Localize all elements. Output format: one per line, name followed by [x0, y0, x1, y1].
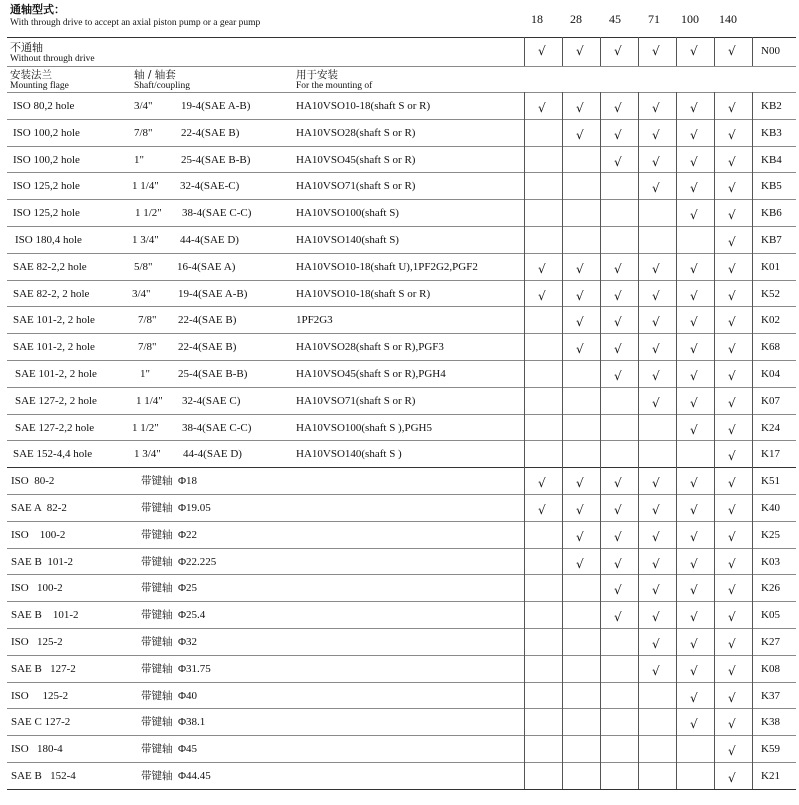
check-mark: √ — [614, 369, 622, 383]
row-flange: SAE 101-2, 2 hole — [15, 368, 97, 380]
row-shaft: 1 3/4" — [134, 448, 161, 460]
check-mark: √ — [614, 44, 622, 58]
row-divider — [7, 574, 796, 575]
column-divider — [638, 37, 639, 66]
check-mark: √ — [728, 476, 736, 490]
check-mark: √ — [728, 637, 736, 651]
row-coupling: 25-4(SAE B-B) — [178, 368, 248, 380]
check-mark: √ — [538, 262, 546, 276]
check-mark: √ — [728, 289, 736, 303]
row-coupling: 38-4(SAE C-C) — [182, 207, 252, 219]
mount-header-cn: 用于安装 — [296, 69, 338, 81]
check-mark: √ — [690, 423, 698, 437]
row-flange: ISO 100-2 — [11, 582, 63, 594]
title-cn: 通轴型式： — [10, 3, 65, 16]
check-mark: √ — [728, 664, 736, 678]
check-mark: √ — [538, 476, 546, 490]
row-flange: ISO 125,2 hole — [13, 207, 80, 219]
column-divider — [752, 92, 753, 789]
title-en: With through drive to accept an axial piston pump or a gear pump — [10, 18, 261, 28]
row-flange: ISO 80-2 — [11, 475, 55, 487]
check-mark: √ — [614, 128, 622, 142]
row-diameter: Φ25 — [178, 582, 198, 594]
header-divider — [7, 37, 796, 38]
row-code: K04 — [761, 368, 780, 380]
column-divider — [638, 92, 639, 789]
row-divider — [7, 360, 796, 361]
size-18: 18 — [531, 12, 543, 26]
check-mark: √ — [614, 557, 622, 571]
row-code: K68 — [761, 341, 780, 353]
row-mounting: HA10VSO45(shaft S or R),PGH4 — [296, 368, 446, 380]
row-code: K40 — [761, 502, 780, 514]
row-coupling: 32-4(SAE C) — [182, 395, 241, 407]
row-divider — [7, 387, 796, 388]
row-coupling: 44-4(SAE D) — [180, 234, 239, 246]
check-mark: √ — [728, 235, 736, 249]
check-mark: √ — [576, 476, 584, 490]
row-flange: SAE 101-2, 2 hole — [13, 341, 95, 353]
row-keyed-shaft: 带键轴 — [141, 475, 173, 487]
row-shaft: 1 1/2" — [132, 422, 159, 434]
row-code: KB7 — [761, 234, 782, 246]
check-mark: √ — [728, 449, 736, 463]
check-mark: √ — [728, 44, 736, 58]
row-code: K52 — [761, 288, 780, 300]
flange-header-en: Mounting flage — [10, 81, 69, 91]
check-mark: √ — [728, 557, 736, 571]
row-mounting: 1PF2G3 — [296, 314, 333, 326]
check-mark: √ — [652, 181, 660, 195]
check-mark: √ — [728, 771, 736, 785]
shaft-header-en: Shaft/coupling — [134, 81, 190, 91]
row-flange: ISO 100,2 hole — [13, 127, 80, 139]
row-divider — [7, 440, 796, 441]
check-mark: √ — [690, 289, 698, 303]
check-mark: √ — [690, 128, 698, 142]
row-keyed-shaft: 带键轴 — [141, 529, 173, 541]
row-coupling: 22-4(SAE B) — [178, 341, 237, 353]
row-code: K05 — [761, 609, 780, 621]
check-mark: √ — [576, 128, 584, 142]
check-mark: √ — [614, 262, 622, 276]
row-divider — [7, 467, 796, 468]
row-flange: ISO 100-2 — [11, 529, 66, 541]
row-flange: SAE B 101-2 — [11, 609, 79, 621]
row-diameter: Φ18 — [178, 475, 198, 487]
check-mark: √ — [690, 557, 698, 571]
check-mark: √ — [728, 503, 736, 517]
row-shaft: 1 1/2" — [135, 207, 162, 219]
check-mark: √ — [652, 503, 660, 517]
check-mark: √ — [690, 155, 698, 169]
row-flange: ISO 125,2 hole — [13, 180, 80, 192]
row-divider — [7, 172, 796, 173]
row-coupling: 25-4(SAE B-B) — [181, 154, 251, 166]
row-flange: SAE A 82-2 — [11, 502, 67, 514]
size-140: 140 — [719, 12, 737, 26]
row-flange: ISO 100,2 hole — [13, 154, 80, 166]
row-shaft: 3/4" — [132, 288, 151, 300]
row-mounting: HA10VSO28(shaft S or R) — [296, 127, 416, 139]
row-shaft: 3/4" — [134, 100, 153, 112]
row-diameter: Φ22.225 — [178, 556, 217, 568]
row-diameter: Φ31.75 — [178, 663, 211, 675]
row-coupling: 19-4(SAE A-B) — [178, 288, 248, 300]
check-mark: √ — [652, 369, 660, 383]
row-code: KB4 — [761, 154, 782, 166]
row-coupling: 32-4(SAE-C) — [180, 180, 240, 192]
check-mark: √ — [690, 637, 698, 651]
check-mark: √ — [690, 476, 698, 490]
check-mark: √ — [728, 396, 736, 410]
check-mark: √ — [728, 369, 736, 383]
row-code: K03 — [761, 556, 780, 568]
row-mounting: HA10VSO100(shaft S ),PGH5 — [296, 422, 432, 434]
check-mark: √ — [690, 315, 698, 329]
n00-label-en: Without through drive — [10, 54, 95, 64]
check-mark: √ — [652, 664, 660, 678]
n00-label-cn: 不通轴 — [10, 41, 43, 54]
row-code: K08 — [761, 663, 780, 675]
check-mark: √ — [690, 208, 698, 222]
check-mark: √ — [614, 610, 622, 624]
row-divider — [7, 762, 796, 763]
row-divider — [7, 280, 796, 281]
row-code: K37 — [761, 690, 780, 702]
column-divider — [600, 92, 601, 789]
check-mark: √ — [576, 530, 584, 544]
check-mark: √ — [614, 315, 622, 329]
size-28: 28 — [570, 12, 582, 26]
check-mark: √ — [576, 44, 584, 58]
check-mark: √ — [652, 610, 660, 624]
row-code: K27 — [761, 636, 780, 648]
row-code: K01 — [761, 261, 780, 273]
check-mark: √ — [652, 557, 660, 571]
check-mark: √ — [652, 637, 660, 651]
column-divider — [524, 92, 525, 789]
check-mark: √ — [690, 396, 698, 410]
check-mark: √ — [614, 155, 622, 169]
row-code: K51 — [761, 475, 780, 487]
check-mark: √ — [728, 583, 736, 597]
check-mark: √ — [538, 44, 546, 58]
row-flange: ISO 180-4 — [11, 743, 63, 755]
row-keyed-shaft: 带键轴 — [141, 582, 173, 594]
column-divider — [752, 37, 753, 66]
check-mark: √ — [652, 44, 660, 58]
row-coupling: 22-4(SAE B) — [181, 127, 240, 139]
check-mark: √ — [690, 101, 698, 115]
check-mark: √ — [652, 262, 660, 276]
check-mark: √ — [652, 289, 660, 303]
row-flange: ISO 125-2 — [11, 690, 69, 702]
row-flange: SAE B 152-4 — [11, 770, 76, 782]
row-code: KB3 — [761, 127, 782, 139]
row-shaft: 1 1/4" — [136, 395, 163, 407]
row-flange: SAE B 101-2 — [11, 556, 74, 568]
check-mark: √ — [728, 101, 736, 115]
row-diameter: Φ38.1 — [178, 716, 206, 728]
row-keyed-shaft: 带键轴 — [141, 556, 173, 568]
row-mounting: HA10VSO140(shaft S ) — [296, 448, 402, 460]
check-mark: √ — [728, 315, 736, 329]
check-mark: √ — [652, 342, 660, 356]
row-code: K59 — [761, 743, 780, 755]
row-shaft: 1" — [140, 368, 150, 380]
check-mark: √ — [538, 101, 546, 115]
check-mark: √ — [728, 181, 736, 195]
check-mark: √ — [576, 503, 584, 517]
row-divider — [7, 494, 796, 495]
check-mark: √ — [614, 530, 622, 544]
check-mark: √ — [690, 262, 698, 276]
mount-header-en: For the mounting of — [296, 81, 373, 91]
row-code: KB5 — [761, 180, 782, 192]
row-diameter: Φ44.45 — [178, 770, 211, 782]
check-mark: √ — [728, 717, 736, 731]
shaft-header-cn: 轴 / 轴套 — [134, 69, 176, 81]
column-divider — [600, 37, 601, 66]
row-code: K24 — [761, 422, 780, 434]
row-coupling: 16-4(SAE A) — [177, 261, 236, 273]
row-flange: ISO 125-2 — [11, 636, 63, 648]
check-mark: √ — [576, 315, 584, 329]
check-mark: √ — [652, 155, 660, 169]
row-coupling: 38-4(SAE C-C) — [182, 422, 252, 434]
check-mark: √ — [728, 691, 736, 705]
check-mark: √ — [690, 583, 698, 597]
check-mark: √ — [728, 744, 736, 758]
row-flange: SAE 127-2, 2 hole — [15, 395, 97, 407]
n00-code: N00 — [761, 45, 780, 57]
check-mark: √ — [652, 128, 660, 142]
column-divider — [562, 37, 563, 66]
row-mounting: HA10VSO71(shaft S or R) — [296, 180, 416, 192]
row-shaft: 7/8" — [138, 314, 157, 326]
row-mounting: HA10VSO10-18(shaft U),1PF2G2,PGF2 — [296, 261, 478, 273]
row-diameter: Φ40 — [178, 690, 198, 702]
check-mark: √ — [690, 530, 698, 544]
row-divider — [7, 548, 796, 549]
row-mounting: HA10VSO10-18(shaft S or R) — [296, 288, 431, 300]
row-coupling: 22-4(SAE B) — [178, 314, 237, 326]
check-mark: √ — [614, 476, 622, 490]
row-flange: SAE 82-2, 2 hole — [13, 288, 90, 300]
row-keyed-shaft: 带键轴 — [141, 502, 173, 514]
check-mark: √ — [728, 128, 736, 142]
row-flange: SAE B 127-2 — [11, 663, 76, 675]
row-divider — [7, 414, 796, 415]
size-71: 71 — [648, 12, 660, 26]
check-mark: √ — [690, 610, 698, 624]
size-100: 100 — [681, 12, 699, 26]
row-shaft: 1" — [134, 154, 144, 166]
check-mark: √ — [728, 262, 736, 276]
n00-divider — [7, 66, 796, 67]
row-shaft: 7/8" — [134, 127, 153, 139]
row-divider — [7, 253, 796, 254]
check-mark: √ — [728, 423, 736, 437]
row-divider — [7, 146, 796, 147]
row-mounting: HA10VSO71(shaft S or R) — [296, 395, 416, 407]
row-flange: SAE 152-4,4 hole — [13, 448, 93, 460]
row-flange: ISO 180,4 hole — [15, 234, 82, 246]
check-mark: √ — [728, 155, 736, 169]
row-code: K02 — [761, 314, 780, 326]
row-diameter: Φ25.4 — [178, 609, 206, 621]
row-code: K38 — [761, 716, 780, 728]
row-keyed-shaft: 带键轴 — [141, 663, 173, 675]
check-mark: √ — [690, 342, 698, 356]
row-divider — [7, 682, 796, 683]
check-mark: √ — [690, 44, 698, 58]
row-coupling: 44-4(SAE D) — [183, 448, 242, 460]
row-shaft: 1 1/4" — [132, 180, 159, 192]
check-mark: √ — [538, 503, 546, 517]
row-mounting: HA10VSO28(shaft S or R),PGF3 — [296, 341, 444, 353]
check-mark: √ — [538, 289, 546, 303]
row-divider — [7, 199, 796, 200]
check-mark: √ — [690, 717, 698, 731]
check-mark: √ — [728, 342, 736, 356]
check-mark: √ — [652, 101, 660, 115]
check-mark: √ — [690, 691, 698, 705]
column-divider — [714, 37, 715, 66]
check-mark: √ — [614, 583, 622, 597]
check-mark: √ — [614, 342, 622, 356]
row-code: KB6 — [761, 207, 782, 219]
row-flange: ISO 80,2 hole — [13, 100, 75, 112]
row-code: KB2 — [761, 100, 782, 112]
row-mounting: HA10VSO45(shaft S or R) — [296, 154, 416, 166]
check-mark: √ — [690, 503, 698, 517]
row-mounting: HA10VSO140(shaft S) — [296, 234, 399, 246]
row-divider — [7, 119, 796, 120]
row-code: K25 — [761, 529, 780, 541]
check-mark: √ — [614, 289, 622, 303]
check-mark: √ — [614, 503, 622, 517]
row-divider — [7, 655, 796, 656]
row-keyed-shaft: 带键轴 — [141, 743, 173, 755]
column-divider — [676, 92, 677, 789]
check-mark: √ — [652, 583, 660, 597]
row-diameter: Φ19.05 — [178, 502, 211, 514]
check-mark: √ — [576, 101, 584, 115]
row-diameter: Φ22 — [178, 529, 198, 541]
column-divider — [562, 92, 563, 789]
row-divider — [7, 735, 796, 736]
row-flange: SAE C 127-2 — [11, 716, 71, 728]
row-mounting: HA10VSO10-18(shaft S or R) — [296, 100, 431, 112]
row-diameter: Φ45 — [178, 743, 198, 755]
check-mark: √ — [576, 262, 584, 276]
row-coupling: 19-4(SAE A-B) — [181, 100, 251, 112]
row-code: K26 — [761, 582, 780, 594]
row-diameter: Φ32 — [178, 636, 198, 648]
row-keyed-shaft: 带键轴 — [141, 609, 173, 621]
row-divider — [7, 226, 796, 227]
row-shaft: 1 3/4" — [132, 234, 159, 246]
column-divider — [524, 37, 525, 66]
row-divider — [7, 521, 796, 522]
check-mark: √ — [652, 530, 660, 544]
row-divider — [7, 789, 796, 790]
check-mark: √ — [690, 664, 698, 678]
row-flange: SAE 101-2, 2 hole — [13, 314, 95, 326]
check-mark: √ — [728, 610, 736, 624]
row-divider — [7, 92, 796, 93]
check-mark: √ — [652, 476, 660, 490]
check-mark: √ — [690, 181, 698, 195]
check-mark: √ — [576, 557, 584, 571]
column-divider — [676, 37, 677, 66]
row-shaft: 7/8" — [138, 341, 157, 353]
row-shaft: 5/8" — [134, 261, 153, 273]
check-mark: √ — [652, 396, 660, 410]
row-mounting: HA10VSO100(shaft S) — [296, 207, 399, 219]
check-mark: √ — [614, 101, 622, 115]
check-mark: √ — [576, 342, 584, 356]
row-divider — [7, 628, 796, 629]
row-keyed-shaft: 带键轴 — [141, 690, 173, 702]
check-mark: √ — [652, 315, 660, 329]
row-code: K21 — [761, 770, 780, 782]
row-keyed-shaft: 带键轴 — [141, 636, 173, 648]
row-divider — [7, 601, 796, 602]
column-divider — [714, 92, 715, 789]
row-keyed-shaft: 带键轴 — [141, 770, 173, 782]
check-mark: √ — [690, 369, 698, 383]
row-divider — [7, 708, 796, 709]
check-mark: √ — [728, 530, 736, 544]
row-divider — [7, 306, 796, 307]
row-flange: SAE 82-2,2 hole — [13, 261, 87, 273]
row-flange: SAE 127-2,2 hole — [15, 422, 95, 434]
check-mark: √ — [576, 289, 584, 303]
size-45: 45 — [609, 12, 621, 26]
row-code: K17 — [761, 448, 780, 460]
row-divider — [7, 333, 796, 334]
check-mark: √ — [728, 208, 736, 222]
row-code: K07 — [761, 395, 780, 407]
row-keyed-shaft: 带键轴 — [141, 716, 173, 728]
flange-header-cn: 安装法兰 — [10, 69, 52, 81]
